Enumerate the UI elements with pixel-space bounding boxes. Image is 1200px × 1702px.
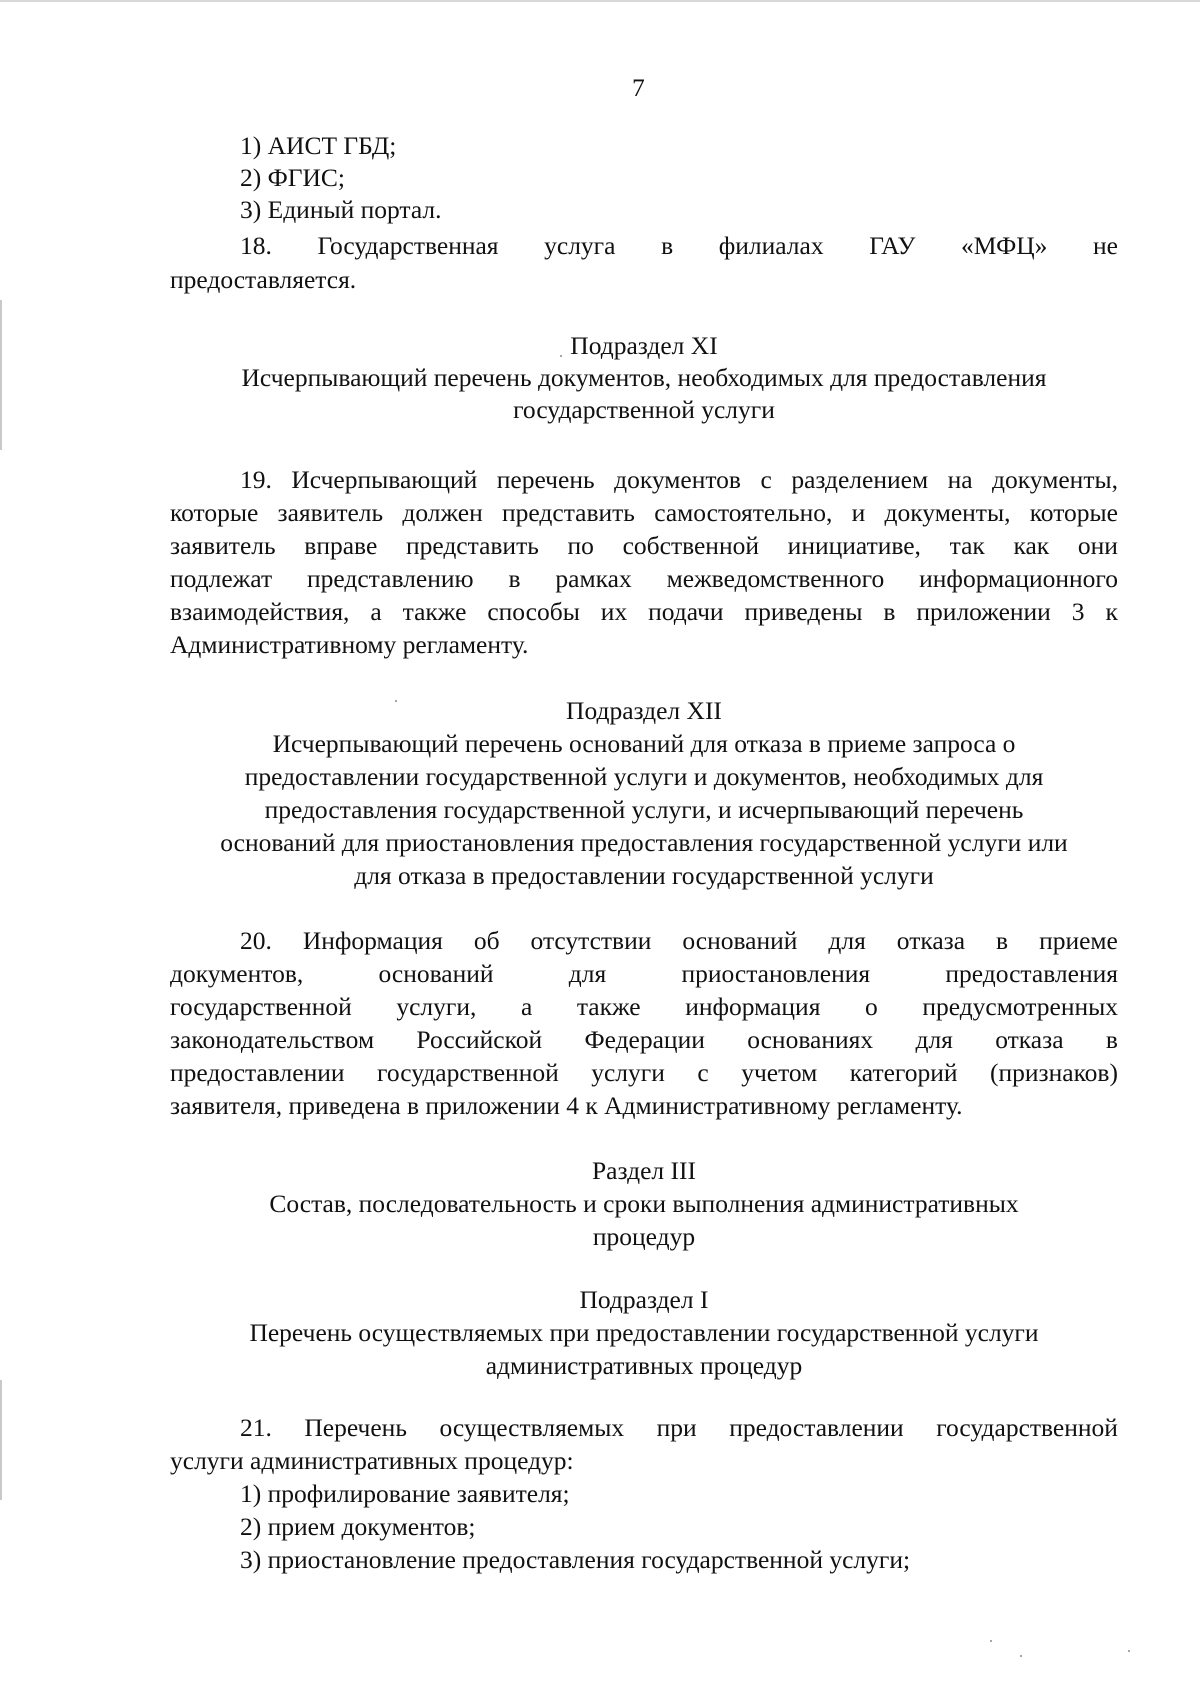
word: они — [1077, 531, 1118, 560]
subsection-title: Перечень осуществляемых при предоставлении государственной услуги — [249, 1318, 1039, 1347]
word: приостановления — [681, 959, 871, 988]
subsection-title: предоставления государственной услуги, и исчерпывающий перечень — [264, 795, 1024, 824]
word: также — [576, 992, 641, 1021]
subsection-title: государственной услуги — [513, 395, 775, 424]
word: оснований — [378, 959, 494, 988]
list-item: 2) прием документов; — [240, 1512, 476, 1541]
word: услуги, — [396, 992, 477, 1021]
page-number: 7 — [632, 73, 645, 102]
word: информация — [685, 992, 821, 1021]
section-label: Раздел III — [592, 1156, 696, 1185]
word: взаимодействия, — [170, 597, 350, 626]
word: предоставления — [945, 959, 1118, 988]
paragraph-19-line — [170, 596, 1118, 628]
paragraph-20-line — [240, 925, 1118, 957]
word: Информация — [302, 926, 443, 955]
word: которые — [170, 498, 259, 527]
subsection-label: Подраздел XII — [566, 696, 722, 725]
word: и — [851, 498, 866, 527]
list-item: 2) ФГИС; — [240, 163, 346, 192]
paragraph-20-line: заявителя, приведена в приложении 4 к Административному регламенту. — [170, 1091, 963, 1120]
word: как — [1013, 531, 1050, 560]
paragraph-18-line: 18. Государственная услуга в филиалах ГАУ «МФЦ» не — [240, 231, 1118, 260]
word: предусмотренных — [922, 992, 1118, 1021]
word: о — [865, 992, 878, 1021]
word: перечень — [496, 465, 595, 494]
word: категорий — [849, 1058, 958, 1087]
word: их — [600, 597, 628, 626]
word: а — [520, 992, 533, 1021]
paragraph-19-line: Административному регламенту. — [170, 630, 529, 659]
paragraph-20-line — [170, 958, 1118, 990]
subsection-title: Исчерпывающий перечень оснований для отказа в приеме запроса о — [272, 729, 1016, 758]
subsection-title: для отказа в предоставлении государственной услуги — [354, 861, 934, 890]
word: так — [949, 531, 985, 560]
paragraph-21-line: услуги административных процедур: — [170, 1446, 574, 1475]
word: в — [508, 564, 521, 593]
paragraph-19-line — [170, 530, 1118, 562]
word: Российской — [416, 1025, 543, 1054]
word: для — [828, 926, 866, 955]
section-title: процедур — [592, 1222, 696, 1251]
word: отсутствии — [530, 926, 652, 955]
word: для — [568, 959, 607, 988]
word: осуществляемых — [439, 1413, 625, 1442]
word: информационного — [919, 564, 1118, 593]
word: также — [402, 597, 467, 626]
subsection-title: оснований для приостановления предоставления государственной услуги или — [220, 828, 1068, 857]
word: способы — [487, 597, 580, 626]
subsection-label: Подраздел I — [579, 1285, 709, 1314]
subsection-title: административных процедур — [485, 1351, 803, 1380]
list-item: 3) Единый портал. — [240, 195, 442, 224]
scan-left-edge — [0, 1380, 2, 1500]
paragraph-20-line — [170, 991, 1118, 1023]
scan-speck — [990, 1640, 992, 1642]
paragraph-19-line — [170, 497, 1118, 529]
word: отказа — [995, 1025, 1064, 1054]
word: документы, — [992, 465, 1118, 494]
word: к — [1105, 597, 1118, 626]
scan-speck — [395, 700, 397, 702]
paragraph-21-line — [240, 1412, 1118, 1444]
list-item: 1) профилирование заявителя; — [240, 1479, 570, 1508]
word: государственной — [936, 1413, 1118, 1442]
paragraph-20-line — [170, 1057, 1118, 1089]
word: межведомственного — [666, 564, 885, 593]
word: предоставлении — [170, 1058, 345, 1087]
word: подлежат — [170, 564, 273, 593]
word: собственной — [622, 531, 759, 560]
scan-top-edge — [0, 0, 1200, 2]
section-title: Состав, последовательность и сроки выполнения административных — [269, 1189, 1019, 1218]
word: а — [370, 597, 382, 626]
word: Федерации — [584, 1025, 705, 1054]
word: 20. — [240, 926, 272, 955]
word: документов — [614, 465, 741, 494]
word: законодательством — [170, 1025, 375, 1054]
word: приведены — [744, 597, 863, 626]
word: представлению — [307, 564, 474, 593]
word: вправе — [304, 531, 378, 560]
word: по — [567, 531, 594, 560]
word: заявитель — [277, 498, 384, 527]
word: предоставлении — [729, 1413, 904, 1442]
word: рамках — [555, 564, 632, 593]
word: с — [697, 1058, 709, 1087]
word: (признаков) — [990, 1058, 1118, 1087]
word: об — [473, 926, 500, 955]
word: документы, — [884, 498, 1011, 527]
word: в — [996, 926, 1009, 955]
word: для — [915, 1025, 953, 1054]
word: Перечень — [304, 1413, 407, 1442]
word: отказа — [896, 926, 966, 955]
subsection-title: Исчерпывающий перечень документов, необходимых для предоставления — [241, 363, 1047, 392]
list-item: 1) АИСТ ГБД; — [240, 131, 397, 160]
word: при — [656, 1413, 697, 1442]
word: 21. — [240, 1413, 272, 1442]
word: государственной — [170, 992, 352, 1021]
word: приложении — [916, 597, 1051, 626]
word: представить — [405, 531, 539, 560]
word: документов, — [170, 959, 304, 988]
paragraph-19-line — [240, 464, 1118, 496]
word: оснований — [682, 926, 798, 955]
word: самостоятельно, — [654, 498, 833, 527]
word: 19. — [240, 465, 272, 494]
word: услуги — [591, 1058, 665, 1087]
scan-speck — [560, 355, 562, 357]
scan-speck — [1128, 1650, 1130, 1652]
subsection-title: предоставлении государственной услуги и документов, необходимых для — [244, 762, 1044, 791]
word: представить — [502, 498, 635, 527]
subsection-label: Подраздел XI — [570, 331, 718, 360]
paragraph-18-line: предоставляется. — [170, 265, 357, 294]
word: инициативе, — [787, 531, 921, 560]
scan-speck — [1020, 1655, 1022, 1657]
scan-left-edge — [0, 300, 2, 450]
word: подачи — [648, 597, 724, 626]
word: в — [883, 597, 896, 626]
word: основаниях — [747, 1025, 874, 1054]
word: в — [1105, 1025, 1118, 1054]
word: которые — [1029, 498, 1118, 527]
word: должен — [402, 498, 483, 527]
word: с — [760, 465, 772, 494]
list-item: 3) приостановление предоставления государственной услуги; — [240, 1545, 911, 1574]
word: на — [947, 465, 973, 494]
paragraph-19-line — [170, 563, 1118, 595]
word: заявитель — [170, 531, 276, 560]
word: Исчерпывающий — [291, 465, 478, 494]
word: разделением — [791, 465, 929, 494]
word: 3 — [1071, 597, 1085, 626]
word: приеме — [1039, 926, 1118, 955]
word: государственной — [377, 1058, 559, 1087]
word: учетом — [741, 1058, 818, 1087]
paragraph-20-line — [170, 1024, 1118, 1056]
